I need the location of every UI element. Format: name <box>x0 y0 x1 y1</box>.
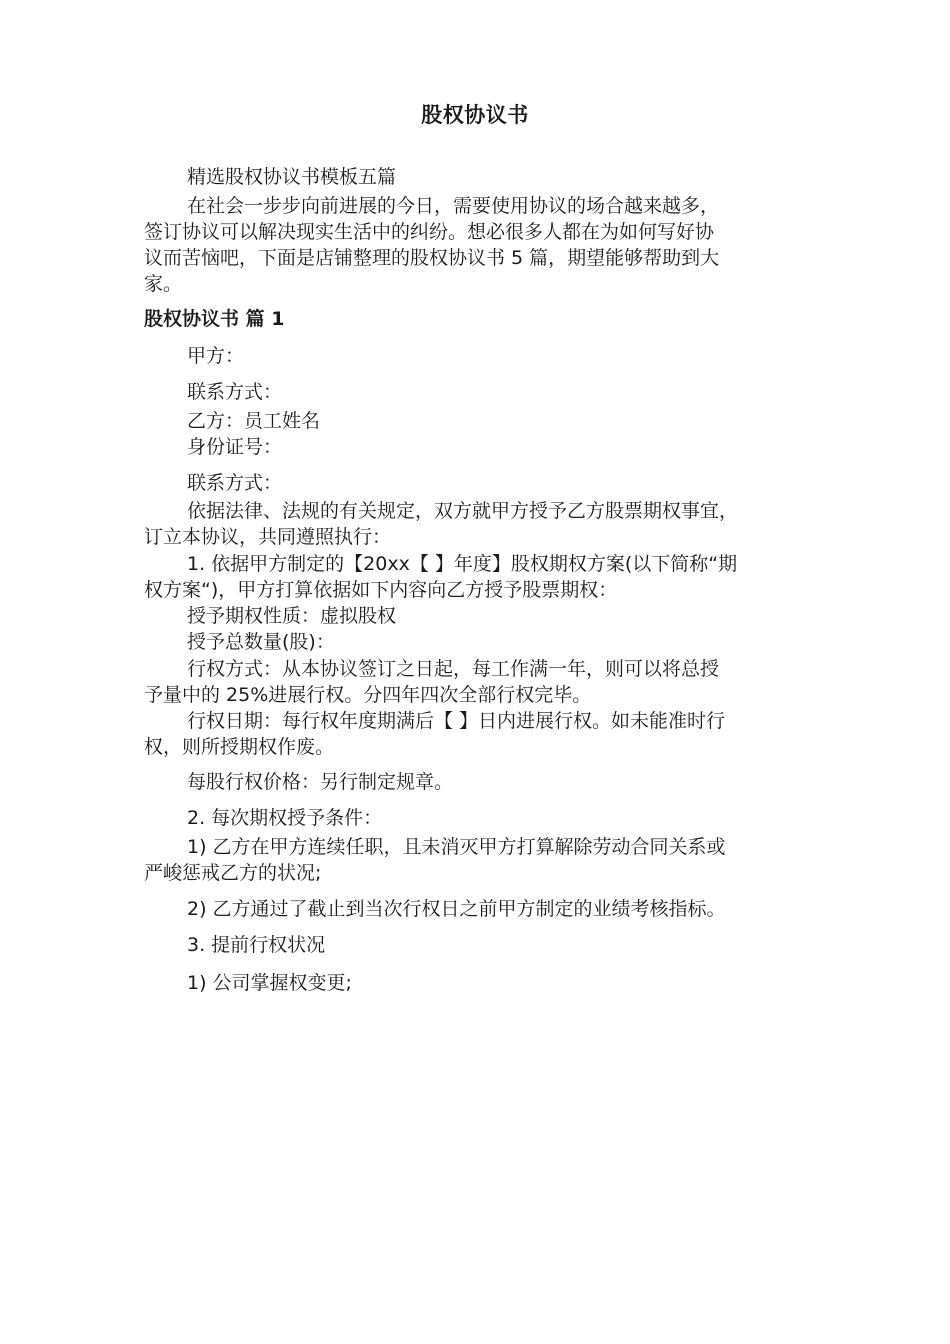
paragraph-line: 依据法律、法规的有关规定，双方就甲方授予乙方股票期权事宜， <box>187 500 739 522</box>
clause-line: 3. 提前行权状况 <box>187 934 326 956</box>
clause-line: 权方案“)，甲方打算依据如下内容向乙方授予股票期权： <box>144 579 618 601</box>
clause-line: 授予期权性质：虚拟股权 <box>187 605 397 627</box>
clause-line: 授予总数量(股)： <box>187 631 335 653</box>
party-a-label: 甲方： <box>187 345 245 367</box>
paragraph-line: 订立本协议，共同遵照执行： <box>144 526 392 548</box>
clause-line: 每股行权价格：另行制定规章。 <box>187 771 454 793</box>
clause-line: 行权方式：从本协议签订之日起，每工作满一年，则可以将总授 <box>187 658 720 680</box>
paragraph-line: 在社会一步步向前进展的今日，需要使用协议的场合越来越多， <box>187 195 720 217</box>
clause-line: 予量中的 25%进展行权。分四年四次全部行权完毕。 <box>144 684 592 706</box>
clause-line: 1. 依据甲方制定的【20xx【 】年度】股权期权方案(以下简称“期 <box>187 553 738 575</box>
id-number-label: 身份证号： <box>187 436 283 458</box>
clause-line: 1) 乙方在甲方连续任职，且未消灭甲方打算解除劳动合同关系或 <box>187 836 726 858</box>
section-heading: 股权协议书 篇 1 <box>144 308 285 330</box>
clause-line: 权，则所授期权作废。 <box>144 736 335 758</box>
clause-line: 2. 每次期权授予条件： <box>187 807 383 829</box>
document-title: 股权协议书 <box>421 103 529 127</box>
paragraph-line: 家。 <box>144 273 183 295</box>
intro-subtitle: 精选股权协议书模板五篇 <box>187 166 397 188</box>
clause-line: 行权日期：每行权年度期满后【 】日内进展行权。如未能准时行 <box>187 710 726 732</box>
clause-line: 2) 乙方通过了截止到当次行权日之前甲方制定的业绩考核指标。 <box>187 898 726 920</box>
clause-line: 严峻惩戒乙方的状况; <box>144 862 322 884</box>
contact-label: 联系方式： <box>187 381 283 403</box>
contact-label: 联系方式： <box>187 472 283 494</box>
paragraph-line: 议而苦恼吧，下面是店铺整理的股权协议书 5 篇，期望能够帮助到大 <box>144 247 720 269</box>
clause-line: 1) 公司掌握权变更; <box>187 972 352 994</box>
paragraph-line: 签订协议可以解决现实生活中的纠纷。想必很多人都在为如何写好协 <box>144 221 715 243</box>
party-b-label: 乙方：员工姓名 <box>187 410 321 432</box>
